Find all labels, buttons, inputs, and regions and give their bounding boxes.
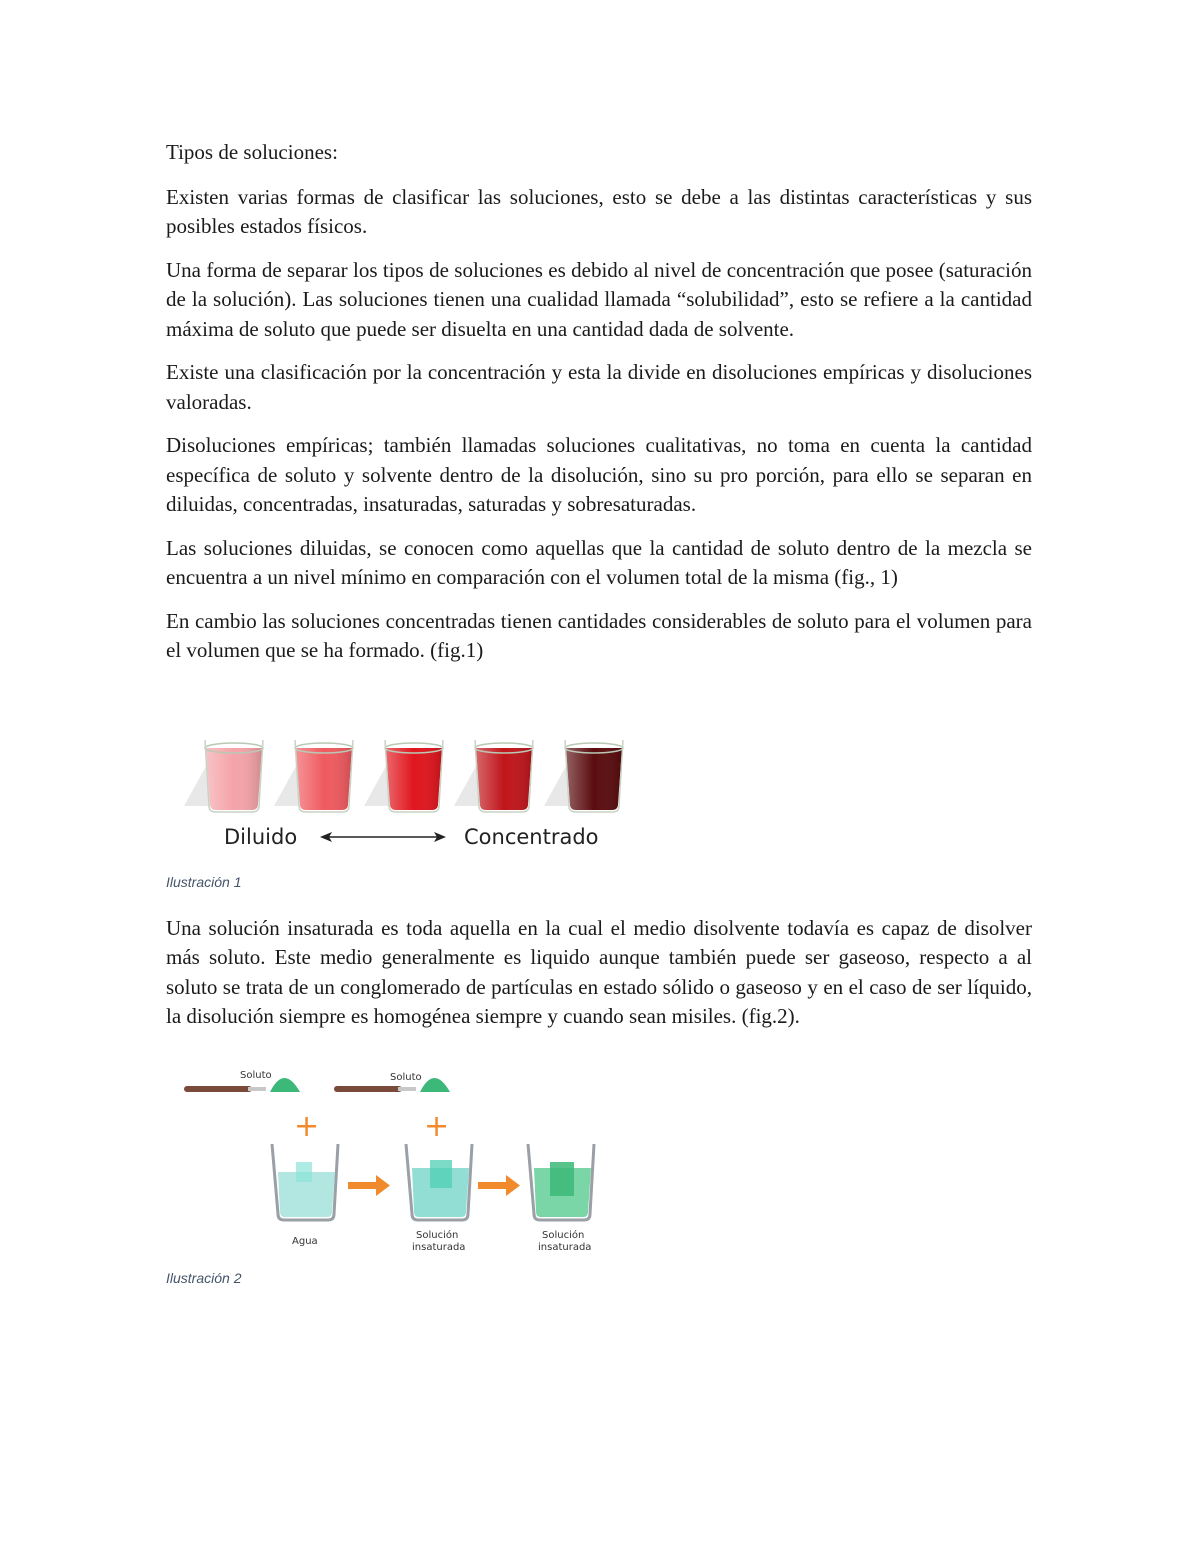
paragraph: Las soluciones diluidas, se conocen como aquellas que la cantidad de soluto dentro de la mezcla se encuentra a un nivel mínimo en comparación con el volumen total de la misma (fig., 1)	[166, 535, 1032, 589]
figure-dilution-glasses	[172, 736, 642, 856]
solute-label: Soluto	[390, 1071, 422, 1083]
paragraph: En cambio las soluciones concentradas tienen cantidades considerables de soluto para el volumen para el volumen que se ha formado. (fig.1)	[166, 608, 1032, 662]
spatula-icon	[184, 1086, 266, 1092]
double-arrow	[320, 832, 446, 842]
unsaturated-illustration	[166, 1052, 596, 1252]
beaker-label: insaturada	[412, 1241, 466, 1252]
glass-icon	[454, 740, 533, 812]
solute-label: Soluto	[240, 1069, 272, 1081]
label-diluido: Diluido	[224, 824, 298, 849]
beaker-water-icon	[272, 1144, 338, 1220]
paragraph: Una forma de separar los tipos de soluciones es debido al nivel de concentración que posee (saturación de la solución). Las soluciones tienen una cualidad llamada “solubilidad”, esto se refiere a la cantidad máxima de soluto que puede ser disuelta en una cantidad dada de solvente.	[166, 257, 1032, 341]
beaker-label: insaturada	[538, 1241, 592, 1252]
arrow-right-icon	[348, 1175, 390, 1196]
glass-icon	[184, 740, 263, 812]
solute-pile-icon	[270, 1078, 300, 1092]
figure-caption: Ilustración 1	[166, 873, 242, 890]
figure-caption: Ilustración 2	[166, 1269, 242, 1286]
paragraph: Disoluciones empíricas; también llamadas soluciones cualitativas, no toma en cuenta la cantidad específica de soluto y solvente dentro de la disolución, sino su pro porción, para ello se separan en diluidas, concentradas, insaturadas, saturadas y sobresaturadas.	[166, 433, 1032, 516]
paragraph: Existen varias formas de clasificar las soluciones, esto se debe a las distintas características y sus posibles estados físicos.	[166, 184, 1032, 238]
plus-icon: +	[424, 1108, 450, 1144]
glass-icon	[364, 740, 443, 812]
spatula-icon	[334, 1086, 416, 1092]
dilution-illustration	[172, 736, 642, 856]
label-concentrado: Concentrado	[464, 824, 599, 849]
beaker-label: Solución	[542, 1229, 585, 1241]
paragraph: Una solución insaturada es toda aquella en la cual el medio disolvente todavía es capaz de disolver más soluto. Este medio generalmente es liquido aunque también puede ser gaseoso, respecto a al soluto se trata de un conglomerado de partículas en estado sólido o gaseoso y en el caso de ser líquido, la disolución siempre es homogénea siempre y cuando sean misiles. (fig.2).	[166, 915, 1032, 1028]
figure-unsaturated-beakers	[166, 1052, 596, 1252]
document-page	[166, 138, 1032, 1310]
glass-icon	[544, 740, 623, 812]
section-title: Tipos de soluciones:	[166, 140, 338, 164]
plus-icon: +	[294, 1108, 320, 1144]
arrow-right-icon	[478, 1175, 520, 1196]
paragraph: Existe una clasificación por la concentración y esta la divide en disoluciones empíricas y disoluciones valoradas.	[166, 360, 1032, 414]
solute-pile-icon	[420, 1078, 450, 1092]
beaker-label: Solución	[416, 1229, 459, 1241]
beaker-unsaturated-icon	[406, 1144, 472, 1220]
glass-icon	[274, 740, 353, 812]
beaker-label: Agua	[292, 1235, 318, 1247]
beaker-saturated-icon	[528, 1144, 594, 1220]
